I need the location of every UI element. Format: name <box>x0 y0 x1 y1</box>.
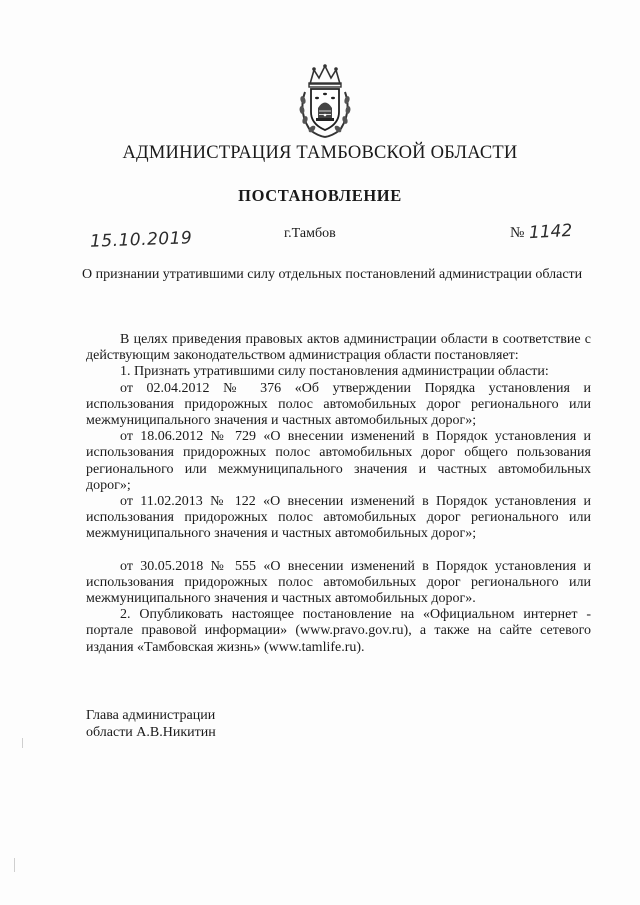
scan-artifact <box>14 858 15 872</box>
paragraph-preamble: В целях приведения правовых актов администрации области в соответствие с действующим законодательством администрация области постановляет: <box>86 332 591 364</box>
number-value: 1142 <box>528 220 574 244</box>
document-date: 15.10.2019 <box>89 228 193 252</box>
paragraph-decree-376: от 02.04.2012 № 376 «Об утверждении Порядка установления и использования придорожных полос автомобильных дорог регионального или межмуниципального значения и частных автомобильных дорог»; <box>86 380 591 429</box>
paragraph-item-1: 1. Признать утратившими силу постановления администрации области: <box>120 364 549 380</box>
coat-of-arms-icon <box>296 64 354 138</box>
paragraph-decree-555: от 30.05.2018 № 555 «О внесении изменений в Порядок установления и использования придорожных полос автомобильных дорог регионального или межмуниципального значения и частных автомобильных дорог». <box>86 558 591 607</box>
number-sign: № <box>510 225 525 241</box>
signature-block <box>86 708 216 741</box>
document-body <box>86 332 591 656</box>
document-number <box>510 222 573 242</box>
paragraph-item-2: 2. Опубликовать настоящее постановление на «Официальном интернет - портале правовой информации» (www.pravo.gov.ru), а также на сайте сетевого издания «Тамбовская жизнь» (www.tamlife.ru). <box>86 607 591 655</box>
document-city: г.Тамбов <box>284 226 336 241</box>
signature-title: Глава администрации <box>86 708 216 723</box>
paragraph-decree-729: от 18.06.2012 № 729 «О внесении изменений в Порядок установления и использования придорожных полос автомобильных дорог общего пользования регионального или межмуниципального значения и частных автомобильных дорог»; <box>86 429 591 493</box>
signature-name: области А.В.Никитин <box>86 724 216 740</box>
document-subject: О признании утратившими силу отдельных постановлений администрации области <box>82 267 583 282</box>
organization-title: АДМИНИСТРАЦИЯ ТАМБОВСКОЙ ОБЛАСТИ <box>122 143 518 163</box>
paragraph-decree-122: от 11.02.2013 № 122 «О внесении изменений в Порядок установления и использования придорожных полос автомобильных дорог регионального или межмуниципального значения и частных автомобильных дорог»; <box>86 494 591 542</box>
document-type-heading: ПОСТАНОВЛЕНИЕ <box>238 186 402 205</box>
scan-artifact <box>22 738 23 748</box>
